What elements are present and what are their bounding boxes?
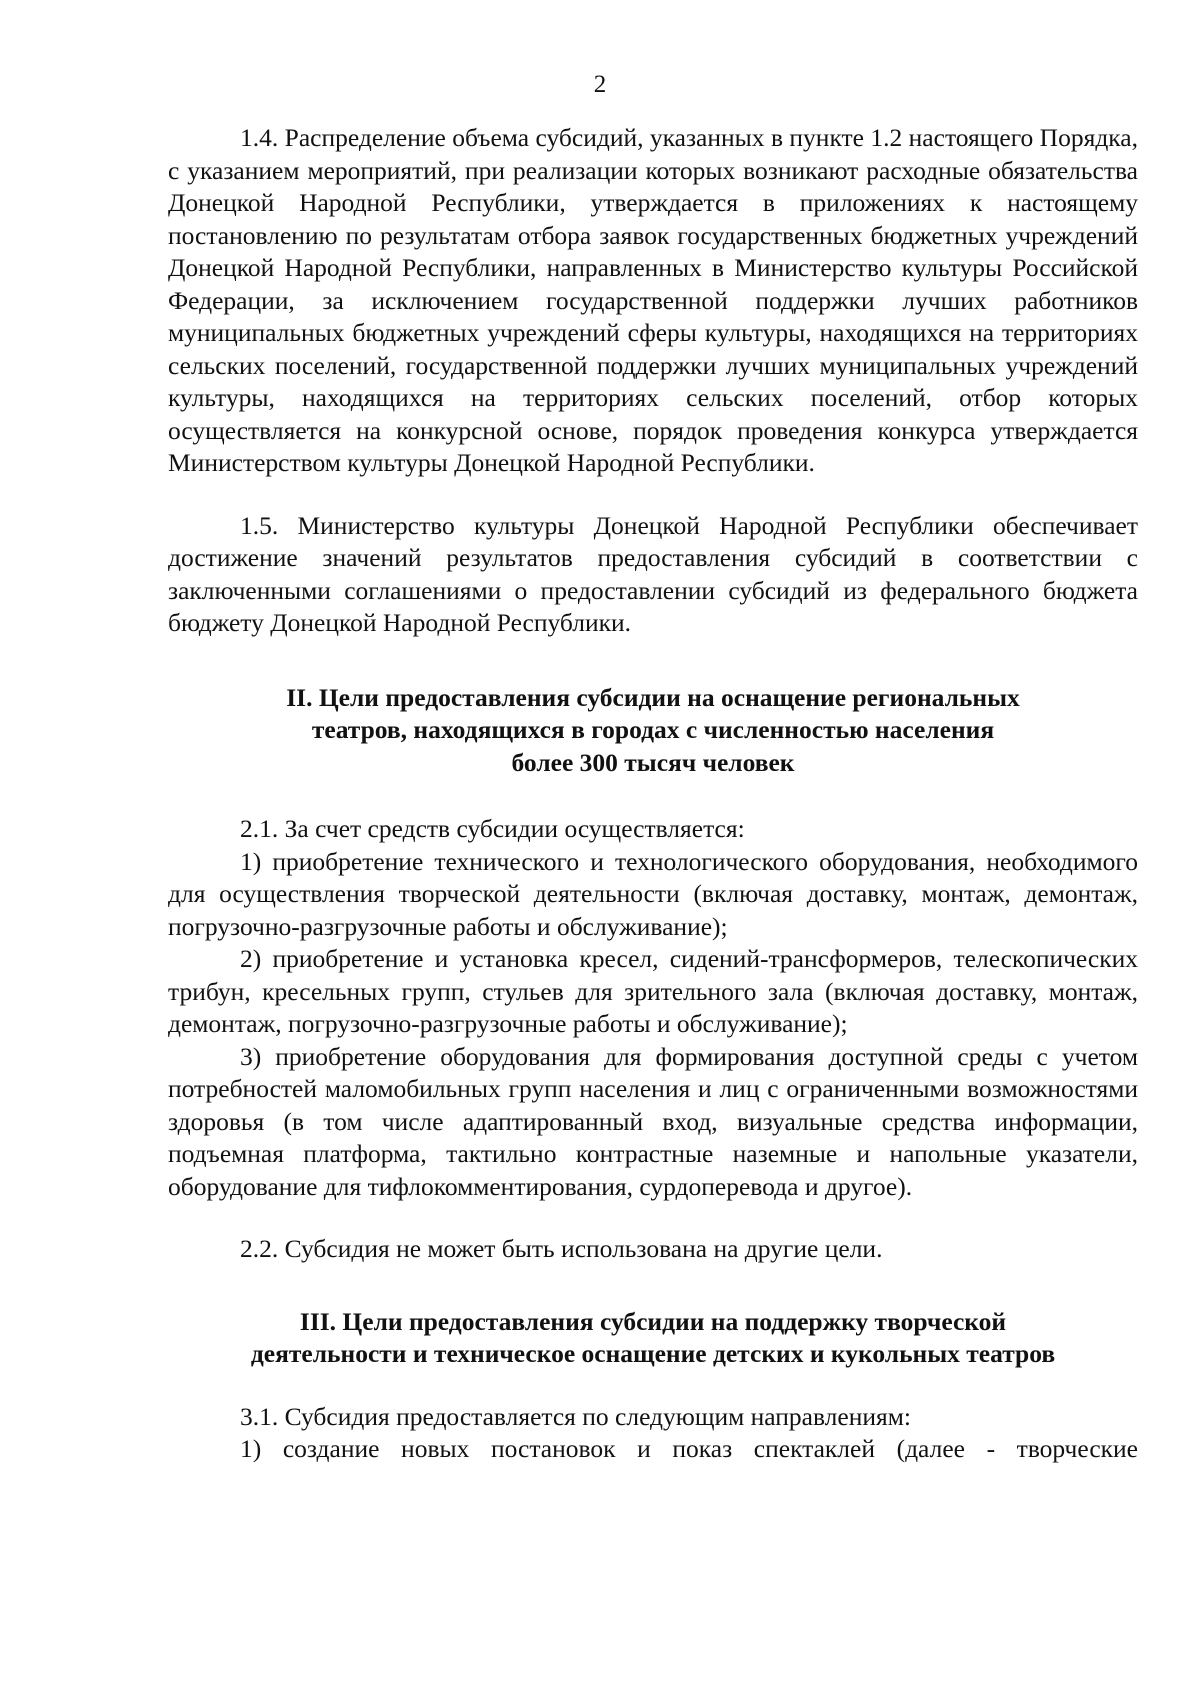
paragraph-2-1: 2.1. За счет средств субсидии осуществляется: (240, 814, 745, 843)
section-2-heading (168, 682, 1138, 780)
paragraph-2-1-item-1: 1) приобретение технического и технологического оборудования, необходимого для осуществления творческой деятельности (включая доставку, монтаж, демонтаж, погрузочно-разгрузочные работы и обслуживание); (168, 846, 1138, 941)
section-3-heading-line-2: деятельности и техническое оснащение детских и кукольных театров (250, 1339, 1056, 1368)
paragraph-1-5: 1.5. Министерство культуры Донецкой Народной Республики обеспечивает достижение значений результатов предоставления субсидий в соответствии с заключенными соглашениями о предоставлении субсидий из федерального бюджета бюджету Донецкой Народной Республики. (168, 510, 1138, 637)
section-3-heading (168, 1306, 1138, 1371)
page-number: 2 (593, 71, 607, 98)
section-2-heading-line-1: II. Цели предоставления субсидии на оснащение региональных (286, 682, 1020, 712)
paragraph-1-4: 1.4. Распределение объема субсидий, указанных в пункте 1.2 настоящего Порядка, с указанием мероприятий, при реализации которых возникают расходные обязательства Донецкой Народной Республики, утверждается в приложениях к настоящему постановлению по результатам отбора заявок государственных бюджетных учреждений Донецкой Народной Республики, направленных в Министерство культуры Российской Федерации, за исключением государственной поддержки лучших работников муниципальных бюджетных учреждений сферы культуры, находящихся на территориях сельских поселений, государственной поддержки лучших муниципальных учреждений культуры, находящихся на территориях сельских поселений, отбор которых осуществляется на конкурсной основе, порядок проведения конкурса утверждается Министерством культуры Донецкой Народной Республики. (168, 123, 1138, 477)
document-body (168, 122, 1138, 1466)
paragraph-2-2: 2.2. Субсидия не может быть использована на другие цели. (240, 1234, 883, 1263)
paragraph-2-1-item-3: 3) приобретение оборудования для формирования доступной среды с учетом потребностей маломобильных групп населения и лиц с ограниченными возможностями здоровья (в том числе адаптированный вход, визуальные средства информации, подъемная платформа, тактильно контрастные наземные и напольные указатели, оборудование для тифлокомментирования, сурдоперевода и другое). (168, 1041, 1138, 1201)
section-2-heading-line-3: более 300 тысяч человек (511, 747, 795, 777)
paragraph-3-1-item-1: 1) создание новых постановок и показ спектаклей (далее - творческие (240, 1434, 1138, 1463)
paragraph-3-1: 3.1. Субсидия предоставляется по следующим направлениям: (240, 1401, 911, 1431)
section-2-heading-line-2: театров, находящихся в городах с численностью населения (311, 715, 995, 744)
paragraph-2-1-item-2: 2) приобретение и установка кресел, сидений-трансформеров, телескопических трибун, кресельных групп, стульев для зрительного зала (включая доставку, монтаж, демонтаж, погрузочно-разгрузочные работы и обслуживание); (168, 944, 1138, 1038)
section-3-heading-line-1: III. Цели предоставления субсидии на поддержку творческой (299, 1306, 1007, 1336)
